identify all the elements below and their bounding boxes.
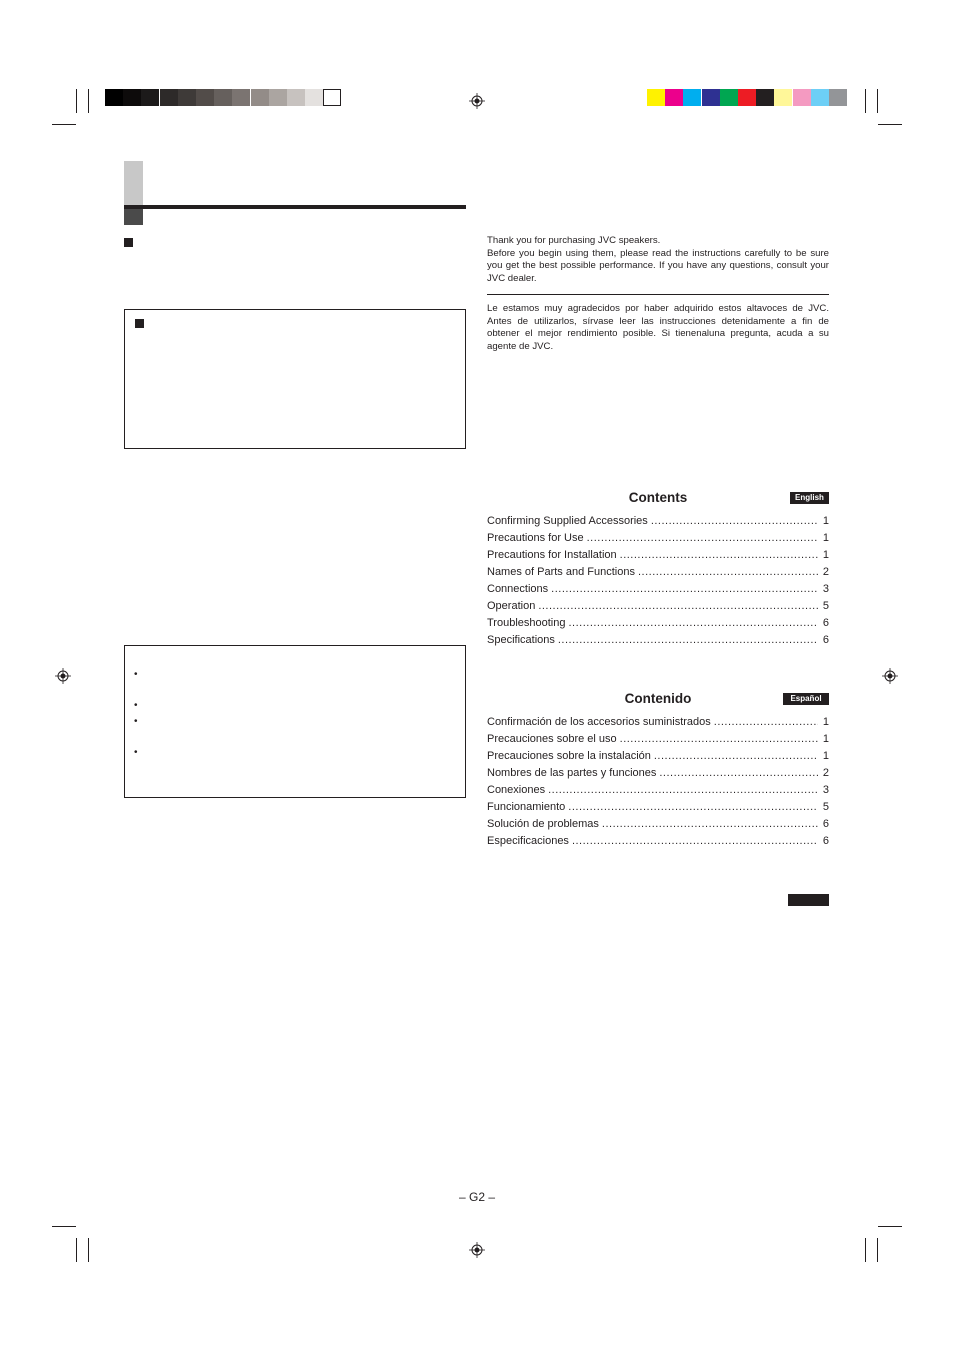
contenido-entry[interactable] — [487, 767, 829, 784]
contenido-entry-page: 6 — [822, 818, 829, 830]
contents-entry-page: 6 — [822, 617, 829, 629]
contents-entry-page: 1 — [822, 549, 829, 561]
crop-mark — [88, 89, 89, 113]
color-swatch — [178, 89, 196, 106]
bullet: • — [134, 747, 138, 758]
contents-entry-label: Precautions for Installation — [487, 549, 617, 561]
color-swatch — [196, 89, 214, 106]
dot-leader — [620, 733, 818, 745]
section-tab-dark — [124, 209, 143, 225]
contents-entry-page: 5 — [822, 600, 829, 612]
crop-mark — [52, 1226, 76, 1227]
contenido-entry-label: Especificaciones — [487, 835, 569, 847]
dot-leader — [714, 716, 818, 728]
dot-leader — [651, 515, 818, 527]
contents-list — [487, 515, 829, 651]
contenido-entry-page: 1 — [822, 716, 829, 728]
contents-entry[interactable] — [487, 566, 829, 583]
contenido-title: Contenido — [624, 691, 692, 706]
dot-leader — [568, 801, 818, 813]
color-swatch — [123, 89, 141, 106]
contents-entry[interactable] — [487, 617, 829, 634]
dot-leader — [568, 617, 818, 629]
color-swatch — [232, 89, 250, 106]
color-swatch — [756, 89, 774, 106]
color-swatch — [269, 89, 287, 106]
contents-entry[interactable] — [487, 583, 829, 600]
crop-mark — [88, 1238, 89, 1262]
color-swatch — [829, 89, 847, 106]
color-swatch — [287, 89, 305, 106]
intro-divider — [487, 294, 829, 295]
crop-mark — [878, 124, 902, 125]
dot-leader — [558, 634, 818, 646]
dot-leader — [620, 549, 818, 561]
color-swatch — [160, 89, 178, 106]
contenido-entry-page: 2 — [822, 767, 829, 779]
contents-entry-label: Precautions for Use — [487, 532, 584, 544]
notice-box — [124, 309, 466, 449]
dot-leader — [587, 532, 818, 544]
section-tab-gray — [124, 161, 143, 206]
page-number: – G2 – — [458, 1190, 496, 1204]
contenido-entry-page: 5 — [822, 801, 829, 813]
color-swatch — [323, 89, 341, 106]
contenido-entry-label: Conexiones — [487, 784, 546, 796]
contenido-entry[interactable] — [487, 716, 829, 733]
section-rule — [124, 205, 466, 209]
crop-mark — [878, 1226, 902, 1227]
color-swatch — [665, 89, 683, 106]
dot-leader — [638, 566, 818, 578]
color-swatch — [738, 89, 756, 106]
crop-mark — [865, 89, 866, 113]
color-swatch — [811, 89, 829, 106]
contents-entry-label: Specifications — [487, 634, 555, 646]
contenido-entry-page: 1 — [822, 750, 829, 762]
crop-mark — [76, 1238, 77, 1262]
dot-leader — [572, 835, 818, 847]
contents-entry-page: 2 — [822, 566, 829, 578]
contenido-entry-label: Precauciones sobre el uso — [487, 733, 617, 745]
color-swatch — [141, 89, 159, 106]
crop-mark — [877, 89, 878, 113]
contents-entry-page: 3 — [822, 583, 829, 595]
crop-mark — [76, 89, 77, 113]
bullet: • — [134, 669, 138, 680]
contenido-entry[interactable] — [487, 750, 829, 767]
bullet: • — [134, 716, 138, 727]
crop-mark — [52, 124, 76, 125]
contents-title: Contents — [628, 490, 688, 505]
dot-leader — [551, 583, 818, 595]
contenido-list — [487, 716, 829, 852]
contents-entry-label: Troubleshooting — [487, 617, 566, 629]
dot-leader — [659, 767, 818, 779]
dot-leader — [602, 818, 818, 830]
color-swatch — [720, 89, 738, 106]
color-swatch — [683, 89, 701, 106]
contents-entry-label: Confirming Supplied Accessories — [487, 515, 648, 527]
color-swatch — [647, 89, 665, 106]
contents-entry-label: Operation — [487, 600, 536, 612]
contents-entry-page: 1 — [822, 515, 829, 527]
contents-entry[interactable] — [487, 532, 829, 549]
dot-leader — [548, 784, 818, 796]
intro-english: Thank you for purchasing JVC speakers. Before you begin using them, please read the instructions carefully to be sure you get the best possible performance. If you have any questions, consult your JVC dealer. — [487, 235, 829, 284]
color-swatch — [702, 89, 720, 106]
crop-mark — [877, 1238, 878, 1262]
contenido-entry-page: 6 — [822, 835, 829, 847]
color-swatch — [214, 89, 232, 106]
contents-entry[interactable] — [487, 600, 829, 617]
contenido-entry-label: Precauciones sobre la instalación — [487, 750, 651, 762]
black-tab — [788, 894, 829, 906]
contenido-entry[interactable] — [487, 784, 829, 801]
color-swatch — [305, 89, 323, 106]
color-swatch — [793, 89, 811, 106]
color-swatch — [774, 89, 792, 106]
contenido-entry-label: Funcionamiento — [487, 801, 566, 813]
bullet: • — [134, 700, 138, 711]
registration-mark-icon — [469, 1242, 485, 1258]
notice-square-icon — [135, 319, 144, 328]
spanish-badge: Español — [783, 693, 829, 705]
contenido-entry[interactable] — [487, 801, 829, 818]
contents-entry[interactable] — [487, 549, 829, 566]
contenido-entry-label: Nombres de las partes y funciones — [487, 767, 657, 779]
contenido-entry-label: Solución de problemas — [487, 818, 599, 830]
crop-mark — [865, 1238, 866, 1262]
contenido-entry-page: 3 — [822, 784, 829, 796]
contents-entry[interactable] — [487, 515, 829, 532]
english-badge: English — [790, 492, 829, 504]
registration-mark-icon — [55, 668, 71, 684]
intro-spanish: Le estamos muy agradecidos por haber adquirido estos altavoces de JVC. Antes de utilizarlos, sírvase leer las instrucciones detenidamente a fin de obtener el mejor rendimiento posible. Si tienenaluna pregunta, acuda a su agente de JVC. — [487, 303, 829, 352]
contenido-entry[interactable] — [487, 835, 829, 852]
registration-mark-icon — [882, 668, 898, 684]
dot-leader — [654, 750, 818, 762]
bullet-box — [124, 645, 466, 798]
contents-entry-label: Names of Parts and Functions — [487, 566, 635, 578]
contents-entry-label: Connections — [487, 583, 549, 595]
dot-leader — [538, 600, 818, 612]
contenido-entry[interactable] — [487, 818, 829, 835]
contents-entry-page: 6 — [822, 634, 829, 646]
registration-mark-icon — [469, 93, 485, 109]
heading-square-icon — [124, 238, 133, 247]
contenido-entry-page: 1 — [822, 733, 829, 745]
color-swatch — [105, 89, 123, 106]
contenido-entry[interactable] — [487, 733, 829, 750]
contents-entry[interactable] — [487, 634, 829, 651]
contenido-entry-label: Confirmación de los accesorios suministrados — [487, 716, 711, 728]
contents-entry-page: 1 — [822, 532, 829, 544]
color-swatch — [251, 89, 269, 106]
